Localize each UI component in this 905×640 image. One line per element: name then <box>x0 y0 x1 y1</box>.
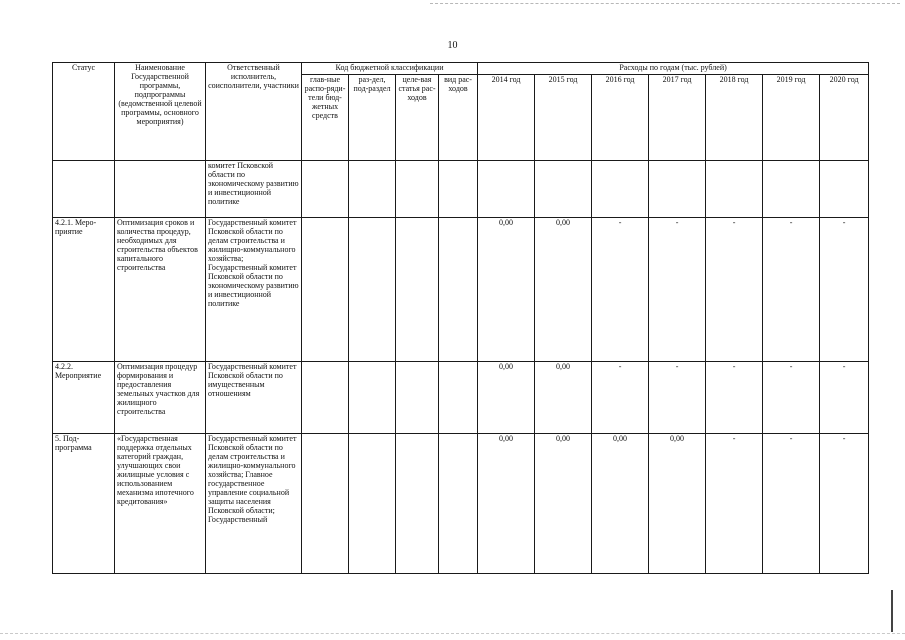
cell-code <box>396 361 439 433</box>
cell-value-2019: - <box>763 361 820 433</box>
table-row <box>53 361 869 433</box>
cell-value-2018: - <box>706 361 763 433</box>
cell-value-2020: - <box>820 217 869 361</box>
cell-code <box>349 160 396 217</box>
page-number: 10 <box>447 40 458 51</box>
cell-value-2018 <box>706 160 763 217</box>
cell-value-2014: 0,00 <box>478 217 535 361</box>
cell-code <box>349 361 396 433</box>
table-row <box>53 217 869 361</box>
cell-code <box>349 217 396 361</box>
cell-code <box>302 361 349 433</box>
cell-responsible: комитет Псковской области по экономическому развитию и инвестиционной политике <box>206 160 302 217</box>
header-year-2020: 2020 год <box>820 74 869 160</box>
header-year-2016: 2016 год <box>592 74 649 160</box>
cell-code <box>302 433 349 573</box>
cell-code <box>439 433 478 573</box>
cell-value-2015: 0,00 <box>535 433 592 573</box>
cell-value-2019 <box>763 160 820 217</box>
cell-responsible: Государственный комитет Псковской области по делам строительства и жилищно-коммунального хозяйства; Главное государственное управление социальной защиты населения Псковской области; Государственный <box>206 433 302 573</box>
cell-value-2015 <box>535 160 592 217</box>
table-row <box>53 433 869 573</box>
cell-code <box>302 217 349 361</box>
cell-value-2015: 0,00 <box>535 217 592 361</box>
header-code-target-article: целе-вая статья рас-ходов <box>396 74 439 160</box>
cell-code <box>396 217 439 361</box>
cell-name <box>115 160 206 217</box>
scan-edge-bottom <box>0 633 905 634</box>
cell-code <box>396 433 439 573</box>
cell-code <box>302 160 349 217</box>
header-code-section: раз-дел, под-раздел <box>349 74 396 160</box>
cell-code <box>439 217 478 361</box>
cell-value-2018: - <box>706 433 763 573</box>
cell-value-2016 <box>592 160 649 217</box>
header-year-2014: 2014 год <box>478 74 535 160</box>
header-year-2018: 2018 год <box>706 74 763 160</box>
cell-status: 4.2.1. Меро-приятие <box>53 217 115 361</box>
cell-value-2019: - <box>763 217 820 361</box>
cell-value-2020: - <box>820 361 869 433</box>
cell-value-2019: - <box>763 433 820 573</box>
scan-edge-top <box>430 3 900 4</box>
budget-table <box>52 62 869 574</box>
cell-responsible: Государственный комитет Псковской области по делам строительства и жилищно-коммунального хозяйства; Государственный комитет Псковской области по экономическому развитию и инвестиционной политике <box>206 217 302 361</box>
header-responsible: Ответственный исполнитель, соисполнители, участники <box>206 63 302 161</box>
cell-value-2017: 0,00 <box>649 433 706 573</box>
header-year-2017: 2017 год <box>649 74 706 160</box>
cell-value-2020 <box>820 160 869 217</box>
header-status: Статус <box>53 63 115 161</box>
cell-value-2015: 0,00 <box>535 361 592 433</box>
cell-code <box>349 433 396 573</box>
header-year-2019: 2019 год <box>763 74 820 160</box>
cell-value-2017: - <box>649 217 706 361</box>
cell-value-2014: 0,00 <box>478 433 535 573</box>
cell-value-2017 <box>649 160 706 217</box>
header-code-main-managers: глав-ные распо-ряди-тели бюд-жетных средств <box>302 74 349 160</box>
cell-value-2016: - <box>592 361 649 433</box>
cell-code <box>439 160 478 217</box>
header-year-2015: 2015 год <box>535 74 592 160</box>
cell-value-2016: 0,00 <box>592 433 649 573</box>
cell-status: 5. Под-программа <box>53 433 115 573</box>
cell-value-2020: - <box>820 433 869 573</box>
cell-value-2018: - <box>706 217 763 361</box>
cell-status <box>53 160 115 217</box>
header-name: Наименование Государственной программы, подпрограммы (ведомственной целевой программы, основного мероприятия) <box>115 63 206 161</box>
header-row <box>53 63 869 75</box>
cell-name: «Государственная поддержка отдельных категорий граждан, улучшающих свои жилищные условия с использованием механизма ипотечного кредитования» <box>115 433 206 573</box>
cell-value-2014 <box>478 160 535 217</box>
cell-value-2016: - <box>592 217 649 361</box>
cell-name: Оптимизация сроков и количества процедур, необходимых для строительства объектов капитального строительства <box>115 217 206 361</box>
scan-edge-right <box>891 590 893 632</box>
cell-status: 4.2.2. Мероприятие <box>53 361 115 433</box>
header-budget-code: Код бюджетной классификации <box>302 63 478 75</box>
header-expenses: Расходы по годам (тыс. рублей) <box>478 63 869 75</box>
cell-responsible: Государственный комитет Псковской области по имущественным отношениям <box>206 361 302 433</box>
cell-value-2017: - <box>649 361 706 433</box>
cell-name: Оптимизация процедур формирования и предоставления земельных участков для жилищного строительства <box>115 361 206 433</box>
cell-code <box>396 160 439 217</box>
table-row <box>53 160 869 217</box>
header-code-expense-type: вид рас-ходов <box>439 74 478 160</box>
cell-code <box>439 361 478 433</box>
cell-value-2014: 0,00 <box>478 361 535 433</box>
